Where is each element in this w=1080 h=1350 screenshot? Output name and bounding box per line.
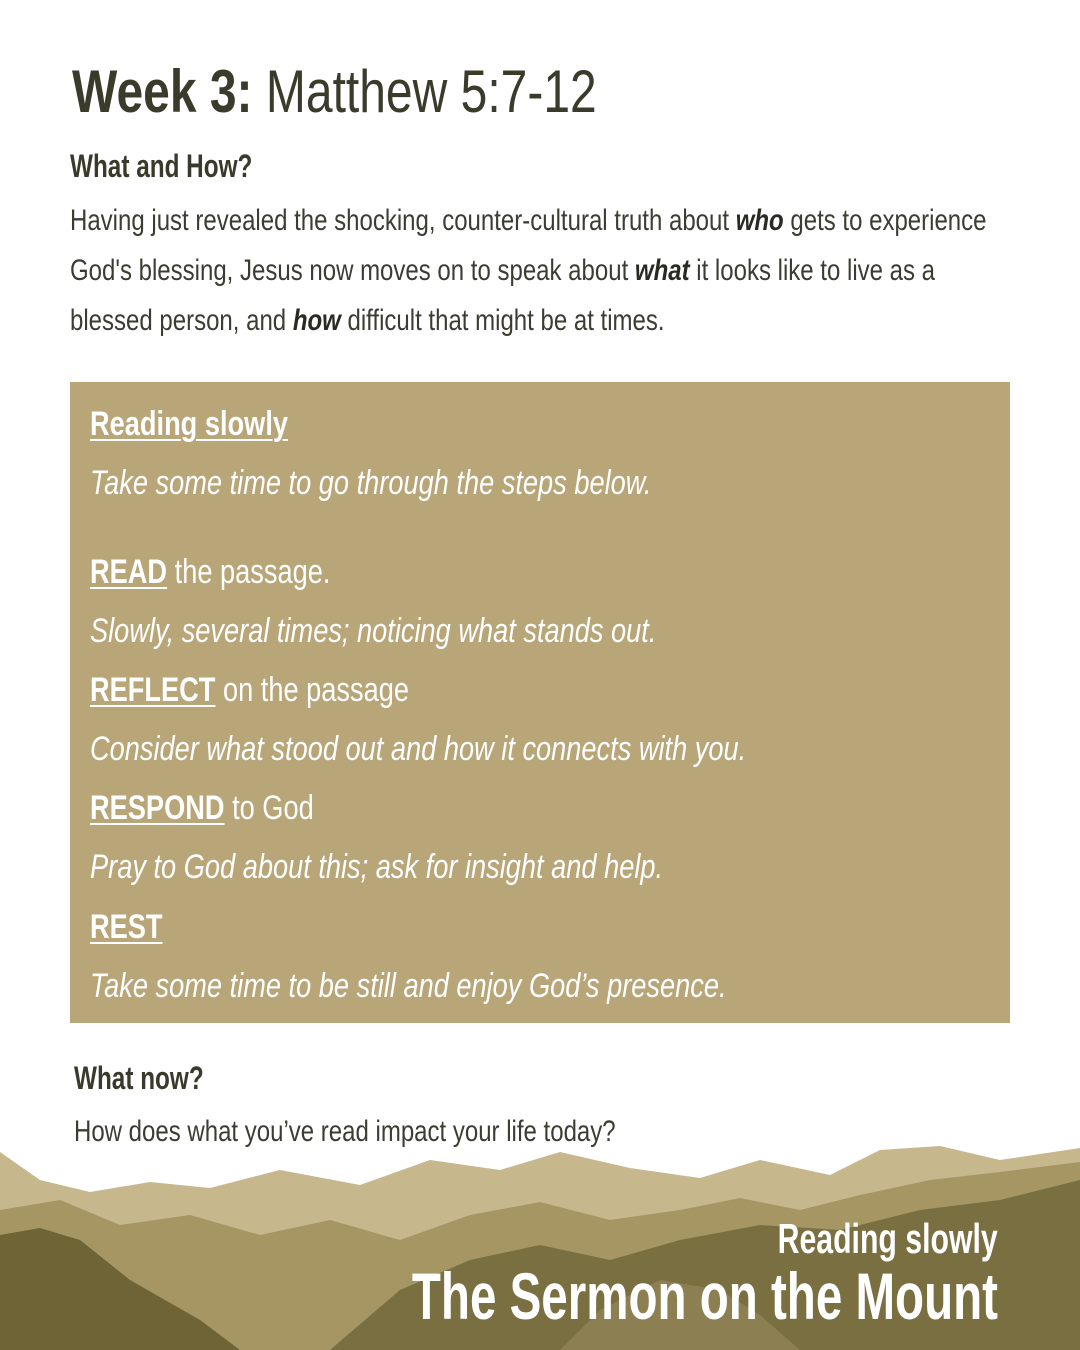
step-reflect-detail: Consider what stood out and how it connects with you.: [90, 730, 747, 768]
intro-text: difficult that might be at times.: [340, 304, 665, 337]
step-keyword: READ: [90, 553, 168, 591]
brand-title: The Sermon on the Mount: [411, 1259, 998, 1333]
box-heading: Reading slowly: [90, 405, 288, 443]
step-rest: [90, 905, 181, 949]
brand-series: Reading slowly: [777, 1215, 998, 1262]
box-subtitle: Take some time to go through the steps below.: [90, 464, 652, 502]
step-respond-detail: Pray to God about this; ask for insight and help.: [90, 848, 664, 886]
what-now-heading: What now?: [74, 1060, 204, 1096]
intro-text: Having just revealed the shocking, counter-cultural truth about: [70, 204, 736, 237]
page-title: [72, 52, 728, 132]
intro-text: it looks like to live as a blessed person, and: [70, 254, 936, 337]
emphasis-word: who: [735, 204, 784, 237]
step-keyword: RESPOND: [90, 789, 225, 827]
step-keyword: REFLECT: [90, 671, 216, 709]
what-now-question: How does what you’ve read impact your life today?: [74, 1115, 616, 1148]
intro-paragraph: [70, 196, 1014, 346]
emphasis-word: how: [292, 304, 341, 337]
step-reflect: REFLECT on the passage: [90, 671, 409, 709]
step-respond: RESPOND to God: [90, 789, 314, 827]
step-read: READ the passage.: [90, 553, 331, 591]
step-keyword: REST: [90, 908, 163, 946]
passage-reference: Matthew 5:7-12: [265, 58, 597, 125]
intro-text: gets to experience God's blessing, Jesus now moves on to speak about: [70, 204, 987, 287]
what-and-how-heading: What and How?: [70, 148, 253, 184]
emphasis-word: what: [634, 254, 690, 287]
step-read-detail: Slowly, several times; noticing what stands out.: [90, 612, 657, 650]
step-rest-detail: Take some time to be still and enjoy God’s presence.: [90, 967, 727, 1005]
week-label: Week 3:: [72, 58, 253, 125]
